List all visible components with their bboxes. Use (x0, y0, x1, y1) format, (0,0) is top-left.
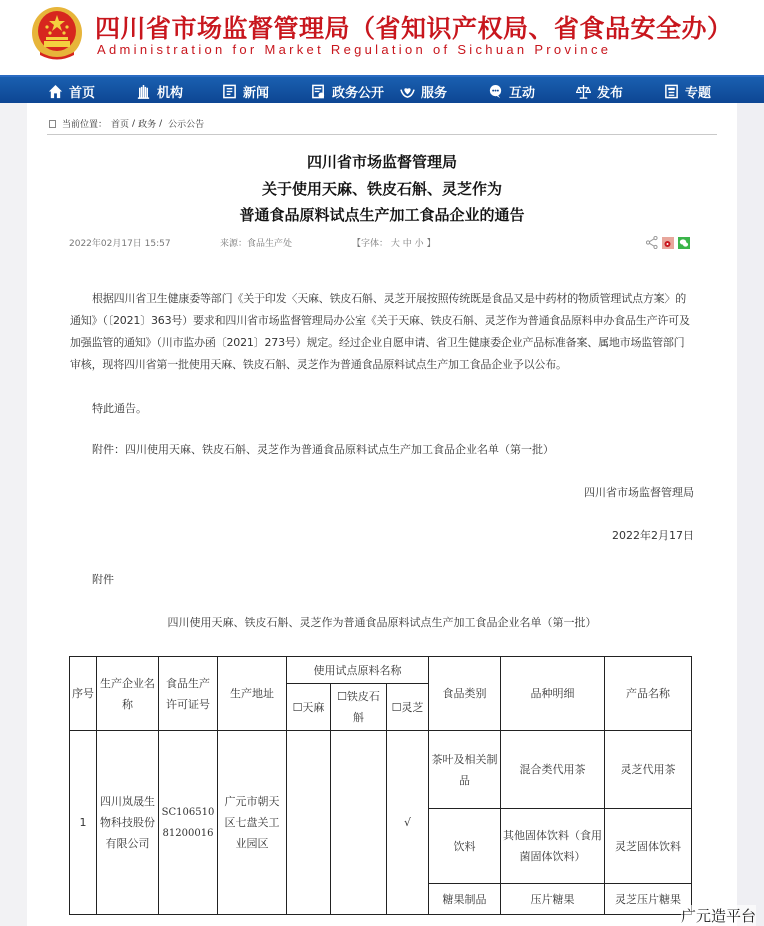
cell-product: 灵芝代用茶 (605, 731, 692, 809)
article-title-line-1: 四川省市场监督管理局 (306, 153, 457, 171)
breadcrumb-arrow-icon (49, 120, 56, 128)
font-size-close: 】 (426, 239, 436, 249)
calculator-icon (664, 84, 679, 99)
article-body: 根据四川省卫生健康委等部门《关于印发〈天麻、铁皮石斛、灵芝开展按照传统既是食品又是中药材的物质管理试点方案〉的通知》（〔2021〕363号）要求和四川省市场监督管理局办公室《关于天麻、铁皮石斛、灵芝作为普通食品原料申办食品生产许可及加强监管的通知》（川市监办函〔2021〕273号）规定。经过企业自愿申请、省卫生健康委企业产品标准备案、属地市场监管部门审核，现将四川省第一批使用天麻、铁皮石斛、灵芝作为普通食品原料试点生产加工食品企业予以公布。 (70, 292, 690, 371)
signature-org: 四川省市场监督管理局 (584, 486, 694, 499)
attachment-link[interactable]: 附件：四川使用天麻、铁皮石斛、灵芝作为普通食品原料试点生产加工食品企业名单（第一批） (92, 443, 554, 456)
cell-variety: 压片糖果 (501, 884, 605, 915)
article-title-line-3: 普通食品原料试点生产加工食品企业的通告 (239, 206, 525, 224)
header-category: 食品类别 (429, 657, 501, 731)
document-icon (311, 84, 326, 99)
breadcrumb-prefix: 当前位置： (62, 120, 108, 130)
weibo-icon[interactable] (662, 237, 674, 249)
nav-label: 专题 (685, 85, 712, 101)
nav-item-services[interactable] (400, 80, 447, 102)
table-row (70, 731, 692, 809)
nav-item-interaction[interactable] (488, 80, 535, 102)
cell-variety: 其他固体饮料（食用菌固体饮料） (501, 809, 605, 884)
cell-variety: 混合类代用茶 (501, 731, 605, 809)
cell-lingzhi-check: √ (387, 731, 429, 915)
share-icon[interactable] (646, 236, 658, 249)
nav-label: 发布 (597, 85, 624, 101)
nav-label: 互动 (509, 85, 536, 101)
breadcrumb-announcements[interactable]: 公示公告 (168, 120, 205, 130)
nav-label: 政务公开 (332, 85, 385, 101)
font-size-control (352, 236, 436, 249)
header-company: 生产企业名称 (97, 657, 159, 731)
header-lingzhi: ☐灵芝 (387, 684, 429, 731)
nav-label: 首页 (69, 85, 96, 101)
main-nav (0, 75, 764, 103)
nav-item-gov-affairs[interactable] (311, 80, 384, 102)
cell-category: 饮料 (429, 809, 501, 884)
header-license: 食品生产许可证号 (159, 657, 218, 731)
font-size-label: 【字体： (352, 239, 389, 249)
breadcrumb (49, 117, 204, 130)
site-subtitle: Administration for Market Regulation of Sichuan Province (97, 42, 612, 57)
font-size-medium[interactable]: 中 (402, 239, 412, 249)
nav-item-release[interactable] (576, 80, 623, 102)
annex-label: 附件 (92, 573, 114, 586)
header-tianma: ☐天麻 (287, 684, 331, 731)
nav-item-topics[interactable] (664, 80, 711, 102)
cell-company: 四川岚晟生物科技股份有限公司 (97, 731, 159, 915)
font-size-large[interactable]: 大 (390, 239, 400, 249)
header-materials: 使用试点原料名称 (287, 657, 429, 684)
cell-license: SC10651081200016 (159, 731, 218, 915)
notice-closing: 特此通告。 (92, 402, 147, 415)
publish-date: 2022年02月17日 15:57 (69, 239, 171, 249)
article-container (27, 103, 737, 926)
site-header (0, 0, 764, 75)
cell-tiepi (331, 731, 387, 915)
cell-product: 灵芝固体饮料 (605, 809, 692, 884)
cell-category: 糖果制品 (429, 884, 501, 915)
home-icon (48, 84, 63, 99)
header-tiepi: ☐铁皮石斛 (331, 684, 387, 731)
nav-label: 服务 (421, 85, 448, 101)
annex-title: 四川使用天麻、铁皮石斛、灵芝作为普通食品原料试点生产加工食品企业名单（第一批） (167, 616, 597, 629)
table-header-row (70, 657, 692, 684)
wechat-icon[interactable] (678, 237, 690, 249)
heart-hands-icon (400, 84, 415, 99)
article-source: 来源：食品生产处 (220, 239, 293, 249)
scales-icon (576, 84, 591, 99)
breadcrumb-home[interactable]: 首页 (111, 120, 130, 130)
signature-date: 2022年2月17日 (612, 529, 694, 542)
header-variety: 品种明细 (501, 657, 605, 731)
watermark: 广元造平台 (681, 907, 757, 925)
cell-product: 灵芝压片糖果 (605, 884, 692, 915)
breadcrumb-separator: / (132, 118, 136, 129)
header-address: 生产地址 (218, 657, 287, 731)
chat-icon (488, 84, 503, 99)
breadcrumb-divider (47, 134, 717, 135)
font-size-small[interactable]: 小 (414, 239, 424, 249)
national-emblem-icon (30, 6, 84, 62)
site-title: 四川省市场监督管理局（省知识产权局、省食品安全办） (95, 14, 733, 43)
breadcrumb-separator: / (159, 118, 163, 129)
page-margin (737, 103, 764, 926)
header-product: 产品名称 (605, 657, 692, 731)
cell-category: 茶叶及相关制品 (429, 731, 501, 809)
cell-tianma (287, 731, 331, 915)
nav-label: 机构 (157, 85, 184, 101)
nav-label: 新闻 (243, 85, 270, 101)
breadcrumb-gov[interactable]: 政务 (138, 120, 157, 130)
newspaper-icon (222, 84, 237, 99)
nav-item-home[interactable] (48, 80, 95, 102)
cell-address: 广元市朝天区七盘关工业园区 (218, 731, 287, 915)
cell-seq: 1 (70, 731, 97, 915)
nav-item-news[interactable] (222, 80, 269, 102)
enterprise-table (69, 656, 692, 915)
nav-item-organization[interactable] (136, 80, 183, 102)
building-icon (136, 84, 151, 99)
share-bar (646, 236, 690, 249)
header-seq: 序号 (70, 657, 97, 731)
article-title-line-2: 关于使用天麻、铁皮石斛、灵芝作为 (261, 180, 502, 198)
